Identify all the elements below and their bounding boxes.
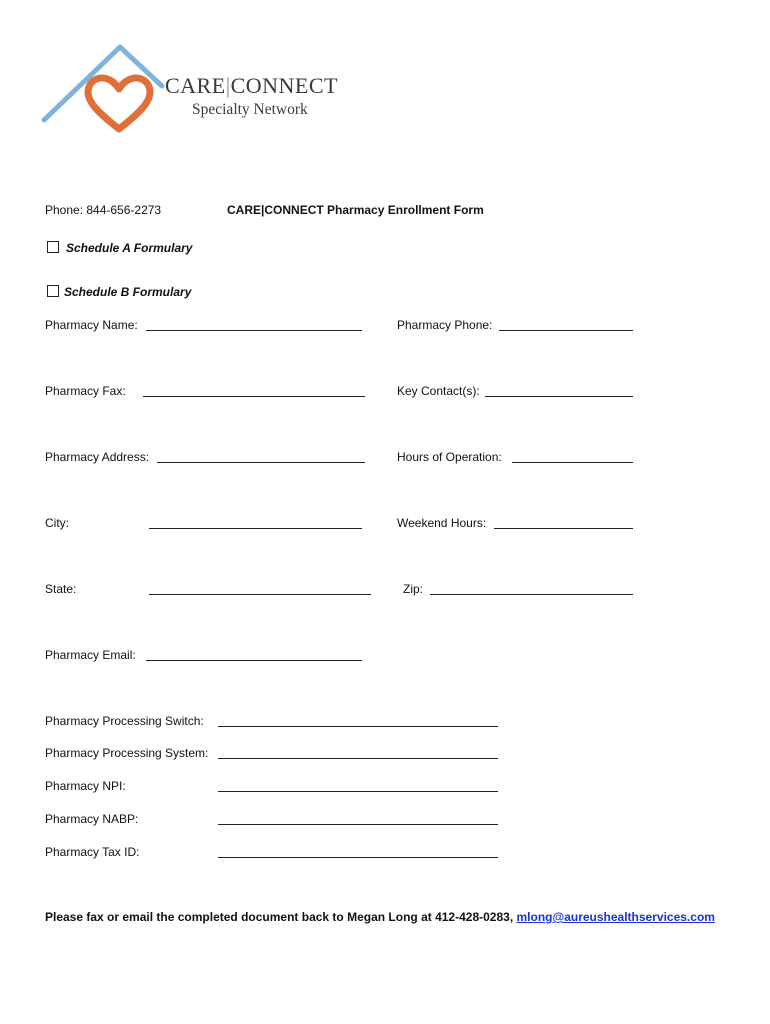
form-title: CARE|CONNECT Pharmacy Enrollment Form bbox=[227, 203, 484, 217]
schedule-b-checkbox[interactable] bbox=[47, 285, 59, 297]
state-label: State: bbox=[45, 582, 77, 596]
pharmacy-phone-field[interactable] bbox=[499, 330, 633, 331]
pharmacy-address-field[interactable] bbox=[157, 462, 365, 463]
phone-number: Phone: 844-656-2273 bbox=[45, 203, 162, 217]
pharmacy-name-field[interactable] bbox=[146, 330, 362, 331]
pharmacy-email-field[interactable] bbox=[146, 660, 362, 661]
nabp-label: Pharmacy NABP: bbox=[45, 812, 139, 826]
nabp-field[interactable] bbox=[218, 824, 498, 825]
logo-brand-name: CARE|CONNECT bbox=[165, 73, 338, 98]
tax-id-field[interactable] bbox=[218, 857, 498, 858]
schedule-a-checkbox[interactable] bbox=[47, 241, 59, 253]
schedule-b-label: Schedule B Formulary bbox=[64, 285, 192, 299]
logo-subtitle: Specialty Network bbox=[192, 101, 308, 118]
contact-email-link[interactable]: mlong@aureushealthservices.com bbox=[516, 910, 715, 924]
hours-of-operation-field[interactable] bbox=[512, 462, 633, 463]
pharmacy-phone-label: Pharmacy Phone: bbox=[397, 318, 493, 332]
city-field[interactable] bbox=[149, 528, 362, 529]
zip-label: Zip: bbox=[403, 582, 424, 596]
processing-system-field[interactable] bbox=[218, 758, 498, 759]
processing-switch-field[interactable] bbox=[218, 726, 498, 727]
npi-label: Pharmacy NPI: bbox=[45, 779, 126, 793]
key-contacts-label: Key Contact(s): bbox=[397, 384, 480, 398]
npi-field[interactable] bbox=[218, 791, 498, 792]
pharmacy-fax-label: Pharmacy Fax: bbox=[45, 384, 126, 398]
footer-instruction bbox=[45, 910, 715, 924]
weekend-hours-label: Weekend Hours: bbox=[397, 516, 487, 530]
processing-system-label: Pharmacy Processing System: bbox=[45, 746, 209, 760]
pharmacy-address-label: Pharmacy Address: bbox=[45, 450, 150, 464]
hours-of-operation-label: Hours of Operation: bbox=[397, 450, 502, 464]
tax-id-label: Pharmacy Tax ID: bbox=[45, 845, 140, 859]
key-contacts-field[interactable] bbox=[485, 396, 633, 397]
footer-instruction-text: Please fax or email the completed document back to Megan Long at 412-428-0283, bbox=[45, 910, 517, 924]
city-label: City: bbox=[45, 516, 69, 530]
processing-switch-label: Pharmacy Processing Switch: bbox=[45, 714, 204, 728]
pharmacy-name-label: Pharmacy Name: bbox=[45, 318, 138, 332]
weekend-hours-field[interactable] bbox=[494, 528, 633, 529]
schedule-a-label: Schedule A Formulary bbox=[66, 241, 193, 255]
zip-field[interactable] bbox=[430, 594, 633, 595]
state-field[interactable] bbox=[149, 594, 371, 595]
pharmacy-fax-field[interactable] bbox=[143, 396, 365, 397]
pharmacy-email-label: Pharmacy Email: bbox=[45, 648, 136, 662]
